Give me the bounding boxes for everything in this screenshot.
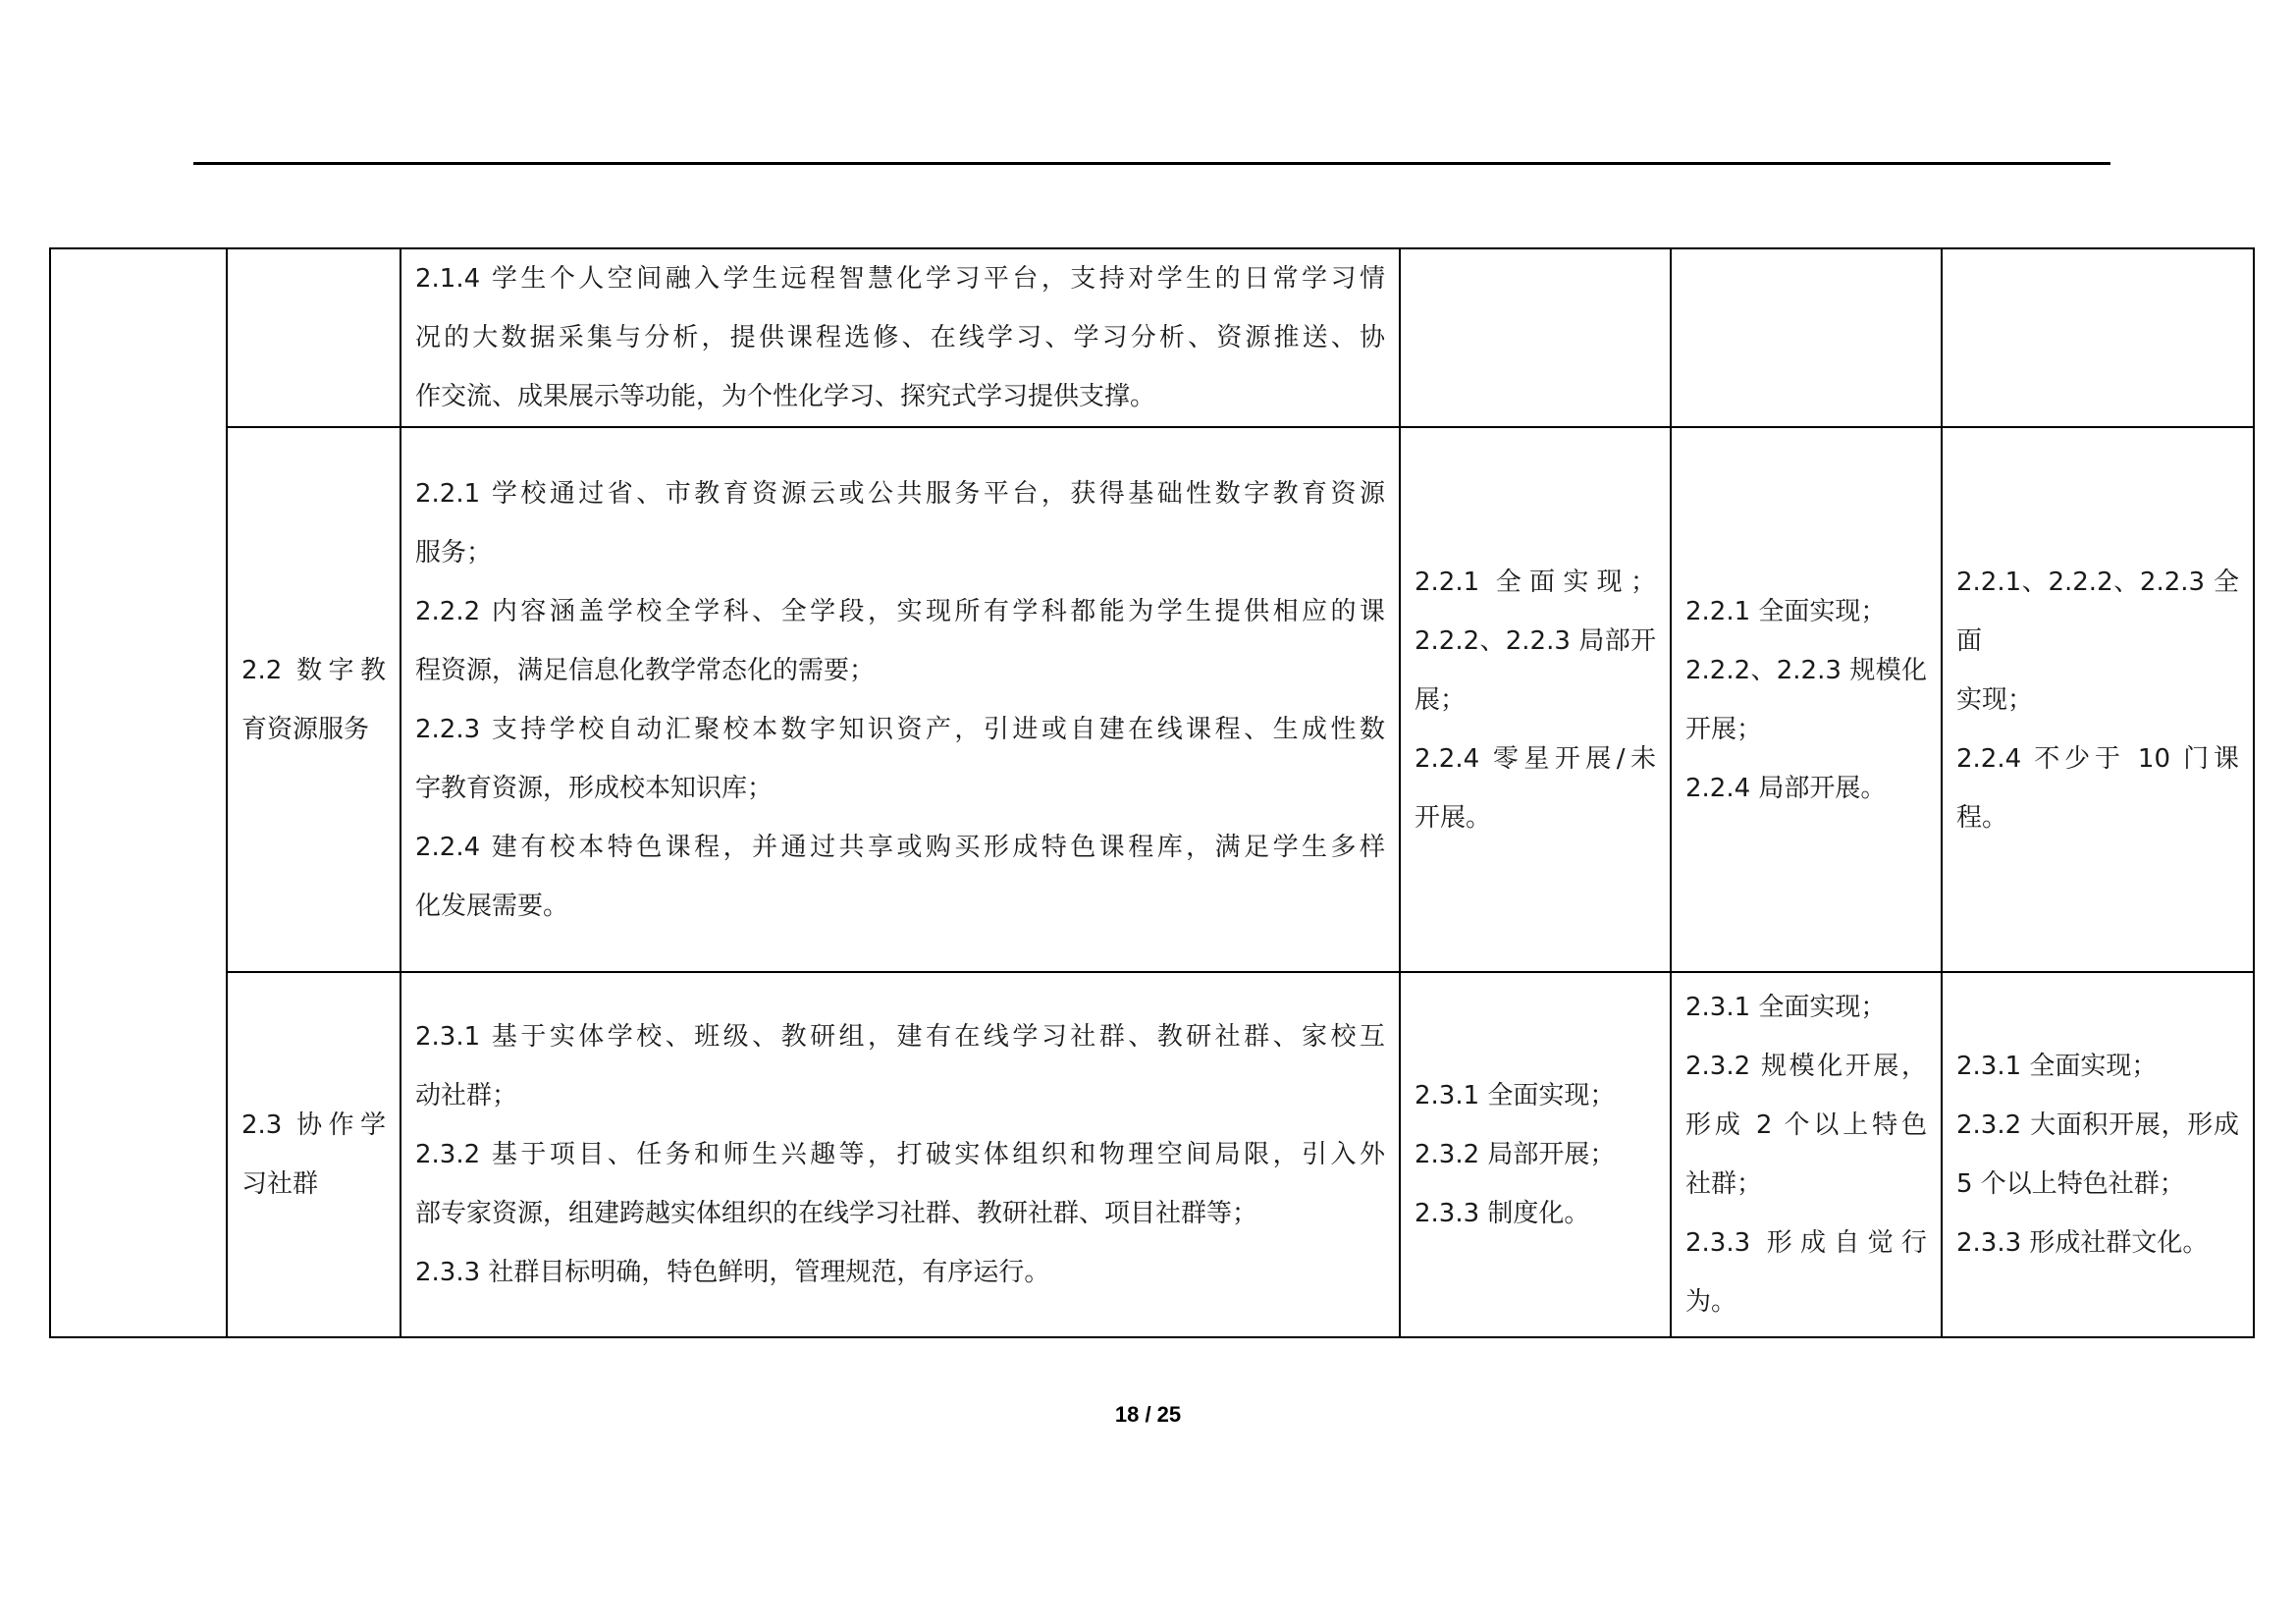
text-line: 2.2.1 学校通过省、市教育资源云或公共服务平台，获得基础性数字教育资源 xyxy=(415,478,1385,509)
category-cell xyxy=(50,248,227,1337)
content-cell xyxy=(400,427,1400,972)
text-line: 2.2.4 不少于 10 门课 xyxy=(1956,743,2239,774)
table-row xyxy=(50,248,2254,427)
text-line: 2.3.3 制度化。 xyxy=(1415,1199,1590,1228)
table-row xyxy=(50,972,2254,1337)
text-line: 2.2.1、2.2.2、2.2.3 全面 xyxy=(1956,567,2239,656)
text-line: 2.3.1 基于实体学校、班级、教研组，建有在线学习社群、教研社群、家校互 xyxy=(415,1022,1385,1052)
text-line: 化发展需要。 xyxy=(415,891,569,921)
text-line: 开展。 xyxy=(1415,802,1492,833)
text-line: 2.3.1 全面实现； xyxy=(1956,1052,2158,1081)
text-line: 2.3.2 大面积开展，形成 xyxy=(1956,1110,2239,1140)
text-line: 程资源，满足信息化教学常态化的需要； xyxy=(415,655,876,685)
text-line: 2.3.1 全面实现； xyxy=(1415,1081,1616,1110)
text-line: 2.2.1 全面实现； xyxy=(1685,596,1887,626)
text-line: 2.1.4 学生个人空间融入学生远程智慧化学习平台，支持对学生的日常学习情 xyxy=(415,264,1385,294)
text-line: 动社群； xyxy=(415,1081,518,1110)
text-line: 2.2.1 全面实现； xyxy=(1415,567,1656,597)
content-cell xyxy=(400,972,1400,1337)
text-line: 习社群 xyxy=(241,1169,319,1199)
text-line: 2.3.3 形成自觉行 xyxy=(1685,1228,1927,1258)
text-line: 服务； xyxy=(415,537,493,568)
criteria-basic-cell xyxy=(1400,972,1671,1337)
text-line: 2.2.2 内容涵盖学校全学科、全学段，实现所有学科都能为学生提供相应的课 xyxy=(415,596,1385,626)
text-line: 2.3.3 形成社群文化。 xyxy=(1956,1228,2209,1258)
text-line: 2.3.2 局部开展； xyxy=(1415,1140,1616,1169)
criteria-good-cell xyxy=(1671,427,1942,972)
header-rule xyxy=(193,162,2110,165)
criteria-basic-cell xyxy=(1400,248,1671,427)
text-line: 育资源服务 xyxy=(241,714,370,744)
text-line: 5 个以上特色社群； xyxy=(1956,1169,2185,1199)
criteria-good-cell xyxy=(1671,248,1942,427)
text-line: 2.3.3 社群目标明确，特色鲜明，管理规范，有序运行。 xyxy=(415,1258,1050,1287)
text-line: 2.2.2、2.2.3 局部开 xyxy=(1415,625,1656,656)
text-line: 程。 xyxy=(1956,802,2008,833)
text-line: 2.3.2 基于项目、任务和师生兴趣等，打破实体组织和物理空间局限，引入外 xyxy=(415,1140,1385,1169)
text-line: 2.2.3 支持学校自动汇聚校本数字知识资产，引进或自建在线课程、生成性数 xyxy=(415,714,1385,744)
text-line: 展； xyxy=(1415,684,1467,715)
text-line: 2.2.4 局部开展。 xyxy=(1685,773,1887,803)
item-name-cell xyxy=(227,248,400,427)
text-line: 实现； xyxy=(1956,684,2034,715)
criteria-excellent-cell xyxy=(1942,248,2254,427)
page-number: 18 / 25 xyxy=(1114,1402,1182,1427)
table-row xyxy=(50,427,2254,972)
criteria-basic-cell xyxy=(1400,427,1671,972)
text-line: 开展； xyxy=(1685,714,1763,744)
criteria-excellent-cell xyxy=(1942,427,2254,972)
text-line: 2.3.2 规模化开展， xyxy=(1685,1052,1927,1081)
text-line: 为。 xyxy=(1685,1287,1737,1317)
content-cell xyxy=(400,248,1400,427)
text-line: 部专家资源，组建跨越实体组织的在线学习社群、教研社群、项目社群等； xyxy=(415,1199,1258,1228)
text-line: 2.2.4 建有校本特色课程，并通过共享或购买形成特色课程库，满足学生多样 xyxy=(415,832,1385,862)
text-line: 2.3 协作学 xyxy=(241,1110,386,1140)
text-line: 字教育资源，形成校本知识库； xyxy=(415,773,774,803)
text-line: 2.2.4 零星开展/未 xyxy=(1415,743,1656,774)
text-line: 况的大数据采集与分析，提供课程选修、在线学习、学习分析、资源推送、协 xyxy=(415,323,1385,352)
text-line: 形成 2 个以上特色 xyxy=(1685,1110,1927,1140)
text-line: 2.2 数字教 xyxy=(241,655,386,685)
criteria-good-cell xyxy=(1671,972,1942,1337)
item-name-cell xyxy=(227,427,400,972)
text-line: 社群； xyxy=(1685,1169,1763,1199)
text-line: 2.2.2、2.2.3 规模化 xyxy=(1685,655,1927,685)
standards-table xyxy=(49,247,2255,1338)
item-name-cell xyxy=(227,972,400,1337)
text-line: 2.3.1 全面实现； xyxy=(1685,993,1887,1022)
criteria-excellent-cell xyxy=(1942,972,2254,1337)
text-line: 作交流、成果展示等功能，为个性化学习、探究式学习提供支撑。 xyxy=(415,382,1156,411)
